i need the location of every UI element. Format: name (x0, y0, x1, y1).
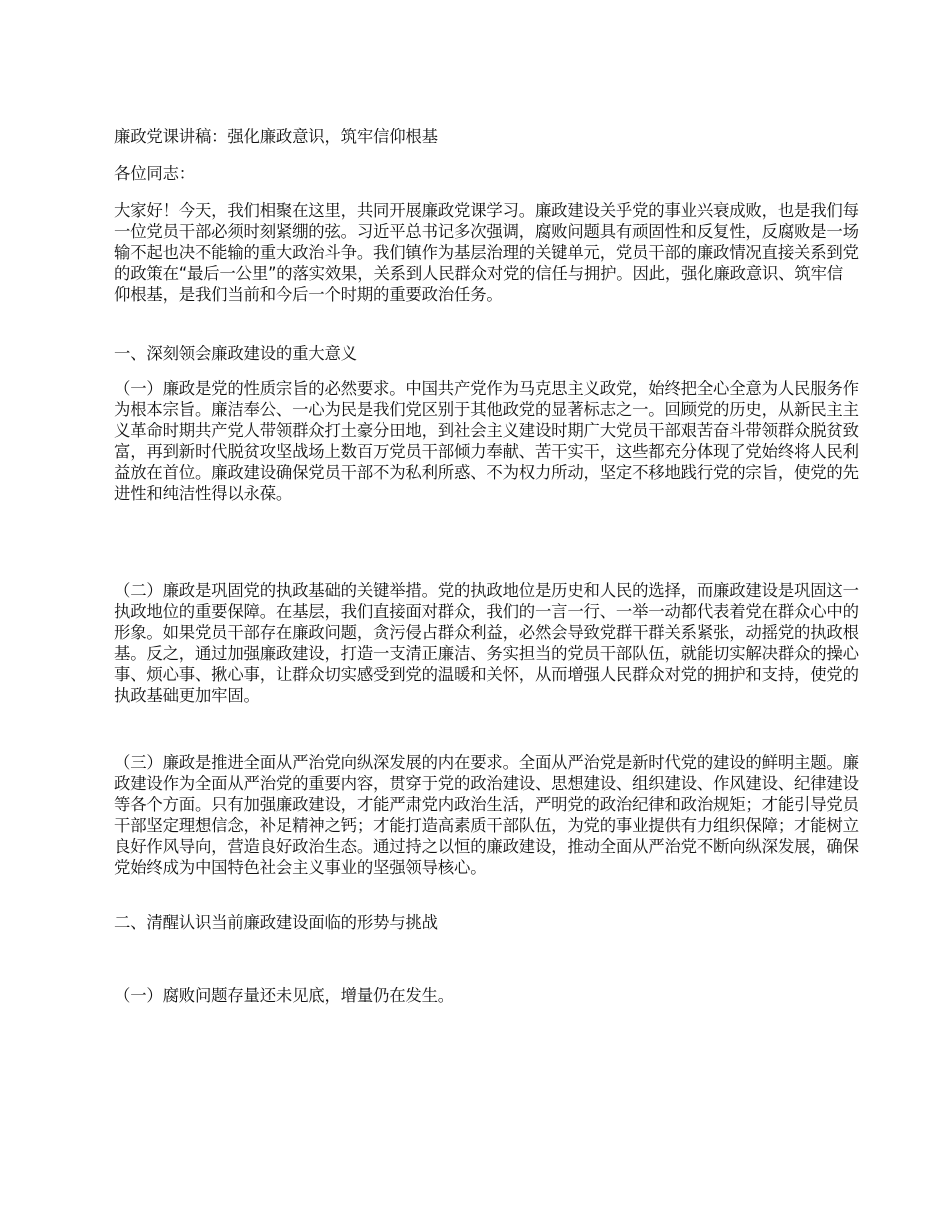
paragraph-1-3: （三）廉政是推进全面从严治党向纵深发展的内在要求。全面从严治党是新时代党的建设的鲜明主题。廉政建设作为全面从严治党的重要内容，贯穿于党的政治建设、思想建设、组织建设、作风建设、纪律建设等各个方面。只有加强廉政建设，才能严肃党内政治生活，严明党的政治纪律和政治规矩；才能引导党员干部坚定理想信念，补足精神之钙；才能打造高素质干部队伍，为党的事业提供有力组织保障；才能树立良好作风导向，营造良好政治生态。通过持之以恒的廉政建设，推动全面从严治党不断向纵深发展，确保党始终成为中国特色社会主义事业的坚强领导核心。 (114, 753, 859, 877)
greeting: 各位同志： (114, 164, 195, 183)
paragraph-1-2: （二）廉政是巩固党的执政基础的关键举措。党的执政地位是历史和人民的选择，而廉政建设是巩固这一执政地位的重要保障。在基层，我们直接面对群众，我们的一言一行、一举一动都代表着党在群众心中的形象。如果党员干部存在廉政问题，贪污侵占群众利益，必然会导致党群干群关系紧张，动摇党的执政根基。反之，通过加强廉政建设，打造一支清正廉洁、务实担当的党员干部队伍，就能切实解决群众的操心事、烦心事、揪心事，让群众切实感受到党的温暖和关怀，从而增强人民群众对党的拥护和支持，使党的执政基础更加牢固。 (114, 581, 859, 705)
intro-paragraph: 大家好！今天，我们相聚在这里，共同开展廉政党课学习。廉政建设关乎党的事业兴衰成败，也是我们每一位党员干部必须时刻紧绷的弦。习近平总书记多次强调，腐败问题具有顽固性和反复性，反腐败是一场输不起也决不能输的重大政治斗争。我们镇作为基层治理的关键单元，党员干部的廉政情况直接关系到党的政策在“最后一公里”的落实效果，关系到人民群众对党的信任与拥护。因此，强化廉政意识、筑牢信仰根基，是我们当前和今后一个时期的重要政治任务。 (114, 201, 859, 304)
section-heading-1: 一、深刻领会廉政建设的重大意义 (114, 344, 357, 363)
section-heading-2: 二、清醒认识当前廉政建设面临的形势与挑战 (114, 913, 438, 932)
document-title: 廉政党课讲稿：强化廉政意识，筑牢信仰根基 (114, 127, 438, 146)
paragraph-1-1: （一）廉政是党的性质宗旨的必然要求。中国共产党作为马克思主义政党，始终把全心全意为人民服务作为根本宗旨。廉洁奉公、一心为民是我们党区别于其他政党的显著标志之一。回顾党的历史，从新民主主义革命时期共产党人带领群众打土豪分田地，到社会主义建设时期广大党员干部艰苦奋斗带领群众脱贫致富，再到新时代脱贫攻坚战场上数百万党员干部倾力奉献、苦干实干，这些都充分体现了党始终将人民利益放在首位。廉政建设确保党员干部不为私利所惑、不为权力所动，坚定不移地践行党的宗旨，使党的先进性和纯洁性得以永葆。 (114, 379, 859, 503)
paragraph-2-1: （一）腐败问题存量还未见底，增量仍在发生。 (114, 986, 455, 1005)
